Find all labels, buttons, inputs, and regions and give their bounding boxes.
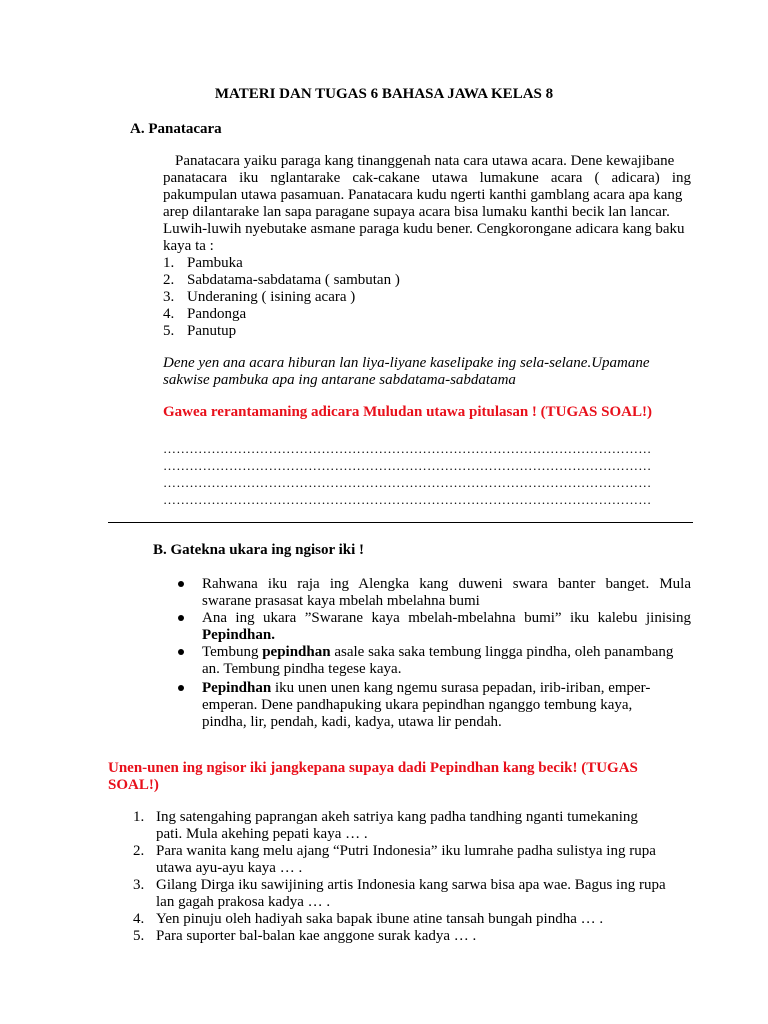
- question-number: 1.: [133, 809, 145, 825]
- section-b-heading: [153, 542, 364, 559]
- answer-dot-line: …………………………………………………………………………………………………: [163, 458, 652, 473]
- question-number: 4.: [133, 911, 145, 927]
- list-item-text: Panutup: [187, 323, 237, 339]
- paragraph-line: panatacara iku nglantarake cak-cakane utawa lumakune acara ( adicara) ing: [163, 170, 691, 186]
- bullet-icon: [178, 649, 184, 655]
- list-number: 2.: [163, 272, 175, 288]
- task-a-instruction: Gawea rerantamaning adicara Muludan utawa pitulasan ! (TUGAS SOAL!): [163, 404, 652, 420]
- bullet-line: [202, 680, 650, 697]
- text-segment: Tembung: [202, 644, 263, 660]
- question-line: Yen pinuju oleh hadiyah saka bapak ibune atine tansah bungah pindha … .: [156, 911, 604, 927]
- list-number: 1.: [163, 255, 175, 271]
- section-a-heading: A. Panatacara: [130, 121, 222, 137]
- section-divider: [108, 522, 693, 523]
- bullet-line: emperan. Dene pandhapuking ukara pepindhan nganggo tembung kaya,: [202, 697, 633, 713]
- bullet-line: pindha, lir, pendah, kadi, kadya, utawa lir pendah.: [202, 714, 502, 730]
- list-item-text: Sabdatama-sabdatama ( sambutan ): [187, 272, 400, 288]
- bold-term: Pepindhan: [202, 680, 272, 696]
- bullet-line: swarane prasasat kaya mbelah mbelahna bumi: [202, 593, 480, 609]
- task-b-instruction: SOAL!): [108, 777, 159, 793]
- task-b-instruction: Unen-unen ing ngisor iki jangkepana supaya dadi Pepindhan kang becik! (TUGAS: [108, 760, 638, 776]
- text-segment: iku unen unen kang ngemu surasa pepadan, irib-iriban, emper-: [271, 680, 651, 696]
- list-number: 3.: [163, 289, 175, 305]
- bullet-icon: [178, 685, 184, 691]
- paragraph-line: arep dilantarake lan sapa paragane supaya acara bisa lumaku kanthi becik lan lancar.: [163, 204, 670, 220]
- bullet-bold-term: Pepindhan.: [202, 627, 275, 643]
- paragraph-line: Luwih-luwih nyebutake asmane paraga kudu bener. Cengkorongane adicara kang baku: [163, 221, 685, 237]
- question-line: Ing satengahing paprangan akeh satriya kang padha tandhing nganti tumekaning: [156, 809, 638, 825]
- question-number: 3.: [133, 877, 145, 893]
- bullet-icon: [178, 615, 184, 621]
- list-number: 5.: [163, 323, 175, 339]
- bullet-icon: [178, 581, 184, 587]
- question-line: Para wanita kang melu ajang “Putri Indonesia” iku lumrahe padha sulistya ing rupa: [156, 843, 656, 859]
- page-title: MATERI DAN TUGAS 6 BAHASA JAWA KELAS 8: [214, 86, 554, 102]
- bold-term: pepindhan: [262, 644, 331, 660]
- paragraph-line: Panatacara yaiku paraga kang tinanggenah nata cara utawa acara. Dene kewajibane: [175, 153, 675, 169]
- question-line: utawa ayu-ayu kaya … .: [156, 860, 303, 876]
- question-number: 2.: [133, 843, 145, 859]
- list-item: [163, 255, 174, 272]
- list-item-text: Pambuka: [187, 255, 243, 271]
- paragraph-line: kaya ta :: [163, 238, 214, 254]
- bullet-line: Ana ing ukara ”Swarane kaya mbelah-mbelahna bumi” iku kalebu jinising: [202, 610, 691, 626]
- question-line: Para suporter bal-balan kae anggone surak kadya … .: [156, 928, 477, 944]
- section-b-letter: B: [153, 542, 164, 558]
- list-number: 4.: [163, 306, 175, 322]
- answer-dot-line: …………………………………………………………………………………………………: [163, 441, 652, 456]
- list-item-text: Underaning ( isining acara ): [187, 289, 356, 305]
- bullet-line: an. Tembung pindha tegese kaya.: [202, 661, 402, 677]
- question-line: Gilang Dirga iku sawijining artis Indonesia kang sarwa bisa apa wae. Bagus ing rupa: [156, 877, 666, 893]
- answer-dot-line: …………………………………………………………………………………………………: [163, 475, 652, 490]
- list-item-text: Pandonga: [187, 306, 247, 322]
- answer-dot-line: …………………………………………………………………………………………………: [163, 492, 652, 507]
- bullet-line: [202, 644, 673, 661]
- bullet-line: Rahwana iku raja ing Alengka kang duweni swara banter banget. Mula: [202, 576, 691, 592]
- text-segment: asale saka saka tembung lingga pindha, oleh panambang: [330, 644, 674, 660]
- section-b-title: . Gatekna ukara ing ngisor iki !: [163, 542, 365, 558]
- italic-note-line: Dene yen ana acara hiburan lan liya-liyane kaselipake ing sela-selane.Upamane: [163, 355, 650, 371]
- question-line: lan gagah prakosa kadya … .: [156, 894, 331, 910]
- italic-note-line: sakwise pambuka apa ing antarane sabdatama-sabdatama: [163, 372, 516, 388]
- question-line: pati. Mula akehing pepati kaya … .: [156, 826, 368, 842]
- paragraph-line: pakumpulan utawa pasamuan. Panatacara kudu ngerti kanthi gamblang acara apa kang: [163, 187, 683, 203]
- question-number: 5.: [133, 928, 145, 944]
